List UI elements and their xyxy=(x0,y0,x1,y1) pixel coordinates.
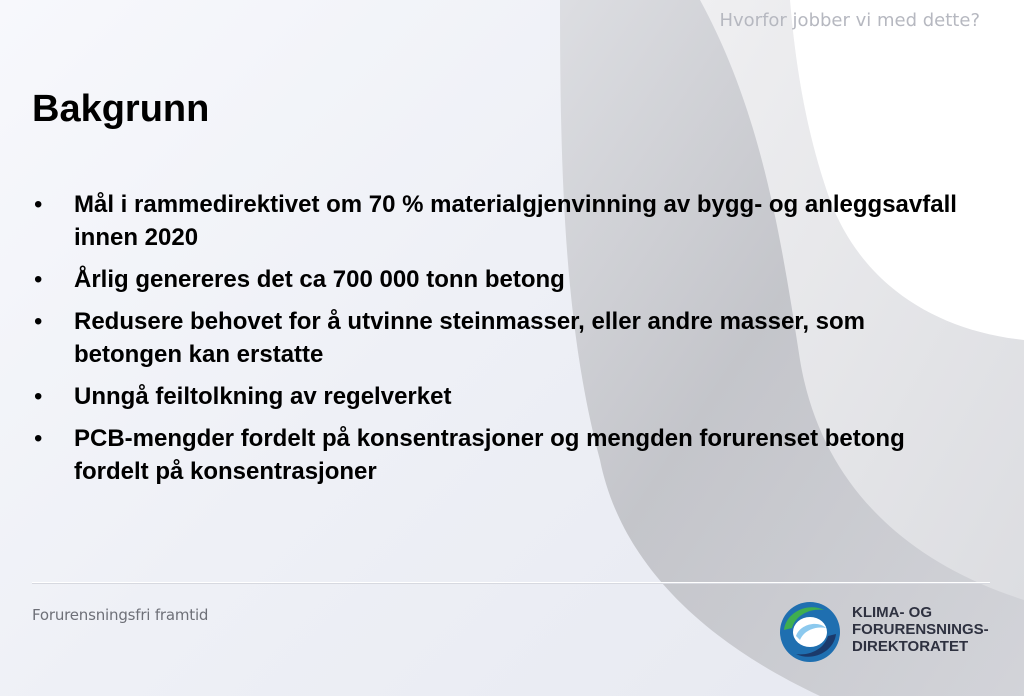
bullet-text: PCB-mengder fordelt på konsentrasjoner og mengden forurenset betong fordelt på konsentrasjoner xyxy=(74,425,905,485)
bullet-text: Årlig genereres det ca 700 000 tonn betong xyxy=(74,266,565,293)
bullet-icon: • xyxy=(34,425,43,452)
footer-divider xyxy=(32,582,990,583)
slide-title: Bakgrunn xyxy=(32,88,210,130)
bullet-icon: • xyxy=(34,266,43,293)
section-caption: Hvorfor jobber vi med dette? xyxy=(719,10,980,31)
bullet-icon: • xyxy=(34,191,43,218)
footer-slogan: Forurensningsfri framtid xyxy=(32,606,209,624)
logo-wordmark xyxy=(852,604,989,655)
bullet-item xyxy=(34,305,974,371)
bullet-text: Mål i rammedirektivet om 70 % materialgjenvinning av bygg- og anleggsavfall innen 2020 xyxy=(74,191,957,251)
logo-line: FORURENSNINGS- xyxy=(852,621,989,638)
bullet-item xyxy=(34,380,974,413)
bullet-text: Redusere behovet for å utvinne steinmasser, eller andre masser, som betongen kan erstatte xyxy=(74,308,866,368)
bullet-icon: • xyxy=(34,308,43,335)
logo-line: DIREKTORATET xyxy=(852,638,969,655)
bullet-item xyxy=(34,263,974,296)
organization-logo xyxy=(778,598,1008,664)
logo-line: KLIMA- OG xyxy=(852,604,932,621)
bullet-item xyxy=(34,188,974,254)
bullet-list xyxy=(34,188,974,497)
bullet-text: Unngå feiltolkning av regelverket xyxy=(74,383,452,410)
logo-ring-icon xyxy=(778,600,842,664)
bullet-item xyxy=(34,422,974,488)
bullet-icon: • xyxy=(34,383,43,410)
